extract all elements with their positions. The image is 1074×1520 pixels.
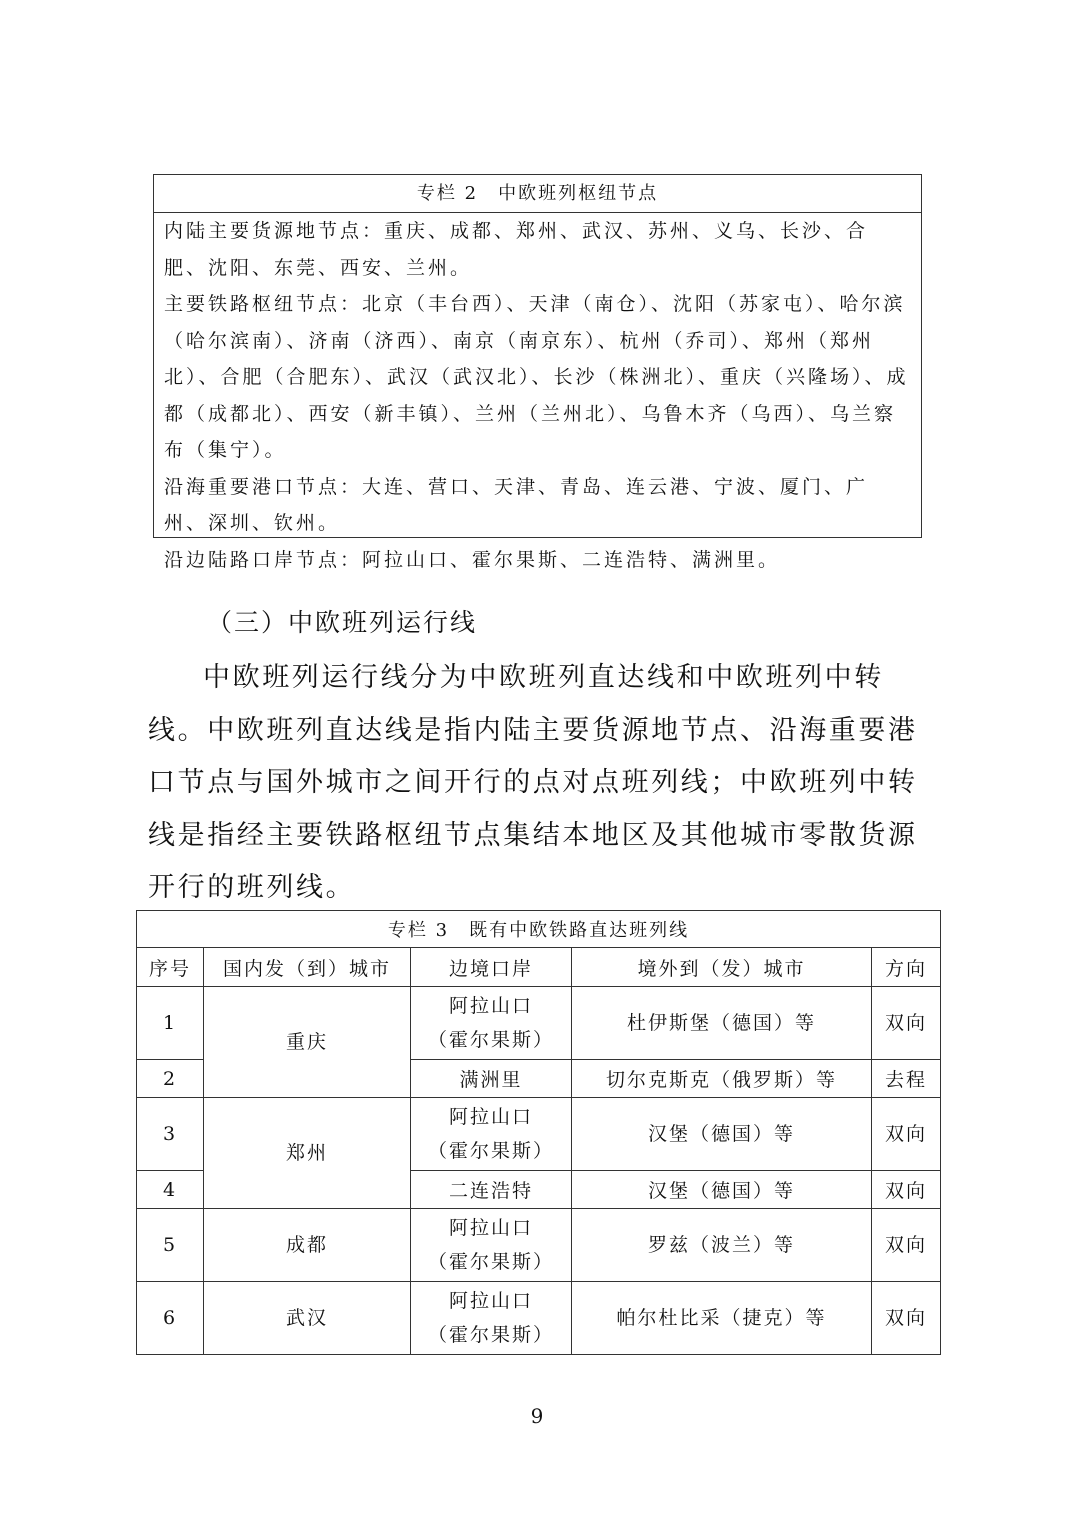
- border-port-nodes: 沿边陆路口岸节点：阿拉山口、霍尔果斯、二连浩特、满洲里。: [164, 548, 781, 571]
- header-no: 序号: [137, 948, 204, 987]
- port-line: （霍尔果斯）: [427, 1324, 554, 1346]
- cell-dest: 帕尔杜比采（捷克）等: [572, 1282, 872, 1355]
- section-paragraph: 中欧班列运行线分为中欧班列直达线和中欧班列中转线。中欧班列直达线是指内陆主要货源地节点、沿海重要港口节点与国外城市之间开行的点对点班列线；中欧班列中转线是指经主要铁路枢纽节点集结本地区及其他城市零散货源开行的班列线。: [148, 662, 918, 903]
- header-border-port: 边境口岸: [411, 948, 572, 987]
- cell-city: 郑州: [204, 1098, 411, 1209]
- cell-port: [411, 1098, 572, 1171]
- cell-no: 4: [137, 1171, 204, 1209]
- header-domestic-city: 国内发（到）城市: [204, 948, 411, 987]
- section-heading: （三）中欧班列运行线: [207, 608, 478, 637]
- hub-nodes-box-body: [154, 213, 921, 578]
- cell-port: [411, 987, 572, 1060]
- cell-no: 6: [137, 1282, 204, 1355]
- table-row: [137, 1209, 941, 1282]
- port-line: 阿拉山口: [448, 1106, 533, 1128]
- table-row: [137, 1098, 941, 1171]
- table-title: 专栏 3 既有中欧铁路直达班列线: [137, 911, 941, 948]
- cell-city: 武汉: [204, 1282, 411, 1355]
- cell-dest: 汉堡（德国）等: [572, 1171, 872, 1209]
- cell-dir: 双向: [872, 1209, 941, 1282]
- cell-no: 5: [137, 1209, 204, 1282]
- cell-dest: 杜伊斯堡（德国）等: [572, 987, 872, 1060]
- cell-city: 成都: [204, 1209, 411, 1282]
- port-line: 阿拉山口: [448, 1290, 533, 1312]
- cell-port: 二连浩特: [411, 1171, 572, 1209]
- cell-dest: 罗兹（波兰）等: [572, 1209, 872, 1282]
- cell-city: 重庆: [204, 987, 411, 1098]
- page-number: 9: [530, 1404, 544, 1428]
- hub-nodes-box: [153, 174, 922, 571]
- port-line: 阿拉山口: [448, 1217, 533, 1239]
- cell-no: 1: [137, 987, 204, 1060]
- cell-no: 2: [137, 1060, 204, 1098]
- cell-dir: 双向: [872, 1171, 941, 1209]
- hub-nodes-box-title: 专栏 2 中欧班列枢纽节点: [154, 175, 921, 213]
- railway-hub-nodes: 主要铁路枢纽节点：北京（丰台西）、天津（南仓）、沈阳（苏家屯）、哈尔滨（哈尔滨南）、济南（济西）、南京（南京东）、杭州（乔司）、郑州（郑州北）、合肥（合肥东）、武汉（武汉北）、长沙（株洲北）、重庆（兴隆场）、成都（成都北）、西安（新丰镇）、兰州（兰州北）、乌鲁木齐（乌西）、乌兰察布（集宁）。: [164, 293, 909, 461]
- port-line: 阿拉山口: [448, 995, 533, 1017]
- cell-port: 满洲里: [411, 1060, 572, 1098]
- port-line: （霍尔果斯）: [427, 1251, 554, 1273]
- direct-routes-table: [136, 910, 941, 1355]
- cell-dir: 双向: [872, 1098, 941, 1171]
- cell-dir: 双向: [872, 987, 941, 1060]
- cell-dir: 去程: [872, 1060, 941, 1098]
- port-line: （霍尔果斯）: [427, 1140, 554, 1162]
- cell-dir: 双向: [872, 1282, 941, 1355]
- cell-port: [411, 1282, 572, 1355]
- coastal-port-nodes: 沿海重要港口节点：大连、营口、天津、青岛、连云港、宁波、厦门、广州、深圳、钦州。: [164, 475, 869, 534]
- cell-dest: 汉堡（德国）等: [572, 1098, 872, 1171]
- cell-no: 3: [137, 1098, 204, 1171]
- table-title-row: [137, 911, 941, 948]
- cell-dest: 切尔克斯克（俄罗斯）等: [572, 1060, 872, 1098]
- table-row: [137, 1282, 941, 1355]
- port-line: （霍尔果斯）: [427, 1029, 554, 1051]
- header-direction: 方向: [872, 948, 941, 987]
- table-row: [137, 987, 941, 1060]
- header-foreign-city: 境外到（发）城市: [572, 948, 872, 987]
- table-header-row: [137, 948, 941, 987]
- inland-source-nodes: 内陆主要货源地节点：重庆、成都、郑州、武汉、苏州、义乌、长沙、合肥、沈阳、东莞、西安、兰州。: [164, 220, 869, 279]
- cell-port: [411, 1209, 572, 1282]
